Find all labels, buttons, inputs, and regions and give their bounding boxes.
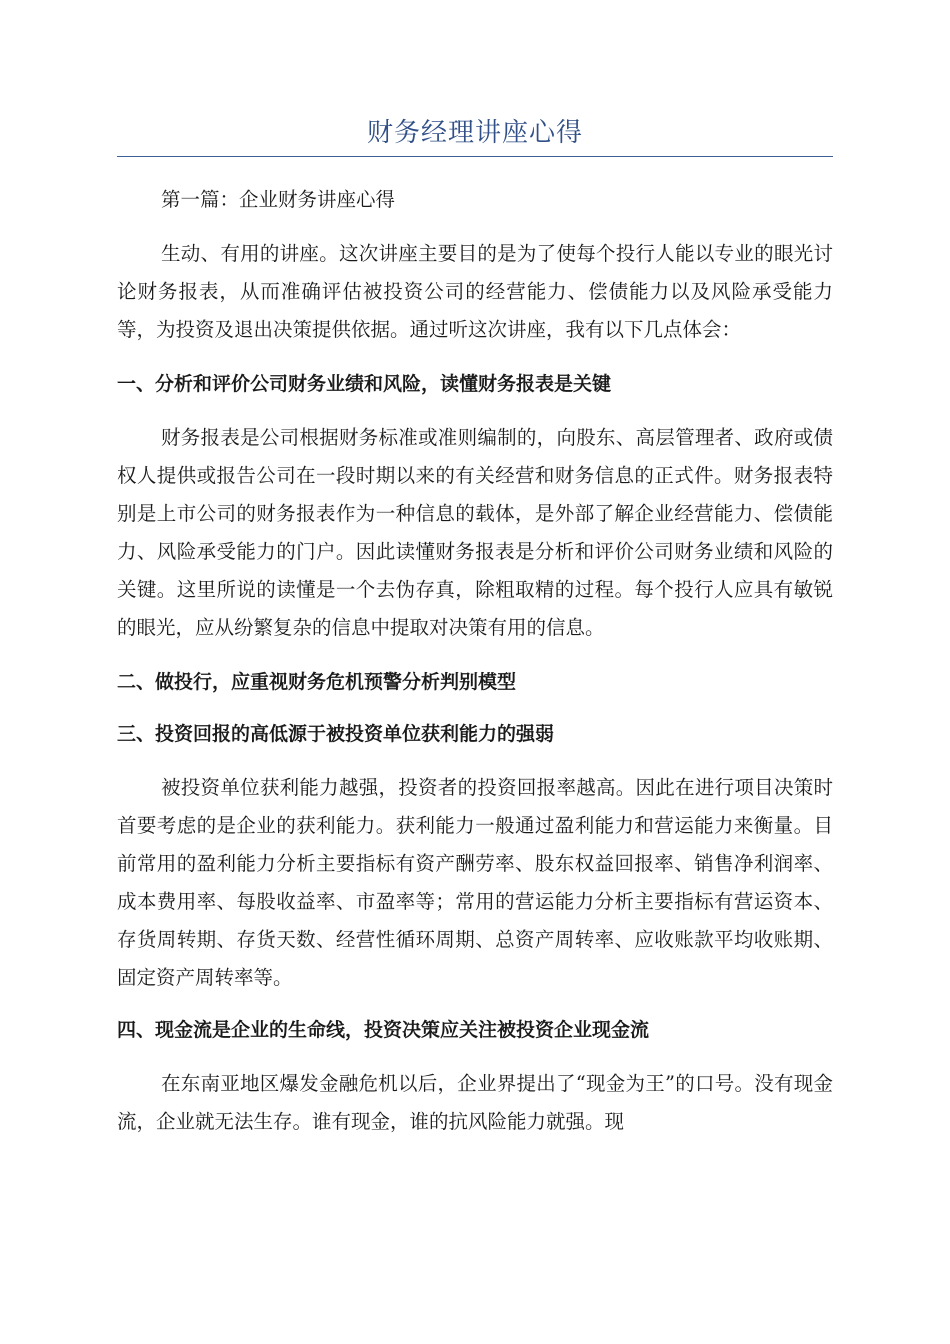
body-paragraph-1: 财务报表是公司根据财务标准或准则编制的，向股东、高层管理者、政府或债权人提供或报告公司在一段时期以来的有关经营和财务信息的正式件。财务报表特别是上市公司的财务报表作为一种信息的载体，是外部了解企业经营能力、偿债能力、风险承受能力的门户。因此读懂财务报表是分析和评价公司财务业绩和风险的关键。这里所说的读懂是一个去伪存真，除粗取精的过程。每个投行人应具有敏锐的眼光，应从纷繁复杂的信息中提取对决策有用的信息。 <box>117 426 833 639</box>
intro-paragraph: 生动、有用的讲座。这次讲座主要目的是为了使每个投行人能以专业的眼光讨论财务报表，从而准确评估被投资公司的经营能力、偿债能力以及风险承受能力等，为投资及退出决策提供依据。通过听这次讲座，我有以下几点体会： <box>117 242 833 341</box>
heading-3: 三、投资回报的高低源于被投资单位获利能力的强弱 <box>117 723 555 745</box>
body-paragraph-3: 被投资单位获利能力越强，投资者的投资回报率越高。因此在进行项目决策时首要考虑的是企业的获利能力。获利能力一般通过盈利能力和营运能力来衡量。目前常用的盈利能力分析主要指标有资产酬劳率、股东权益回报率、销售净利润率、成本费用率、每股收益率、市盈率等；常用的营运能力分析主要指标有营运资本、存货周转期、存货天数、经营性循环周期、总资产周转率、应收账款平均收账期、固定资产周转率等。 <box>117 776 833 989</box>
document-title: 财务经理讲座心得 <box>366 118 583 148</box>
section-label: 第一篇：企业财务讲座心得 <box>161 188 396 211</box>
document-page <box>117 0 833 1141</box>
heading-1: 一、分析和评价公司财务业绩和风险，读懂财务报表是关键 <box>117 373 612 395</box>
title-underline <box>117 156 833 157</box>
heading-2: 二、做投行，应重视财务危机预警分析判别模型 <box>117 671 517 693</box>
body-paragraph-4: 在东南亚地区爆发金融危机以后，企业界提出了“现金为王”的口号。没有现金流，企业就无法生存。谁有现金，谁的抗风险能力就强。现 <box>117 1072 833 1133</box>
heading-4: 四、现金流是企业的生命线，投资决策应关注被投资企业现金流 <box>117 1019 650 1041</box>
